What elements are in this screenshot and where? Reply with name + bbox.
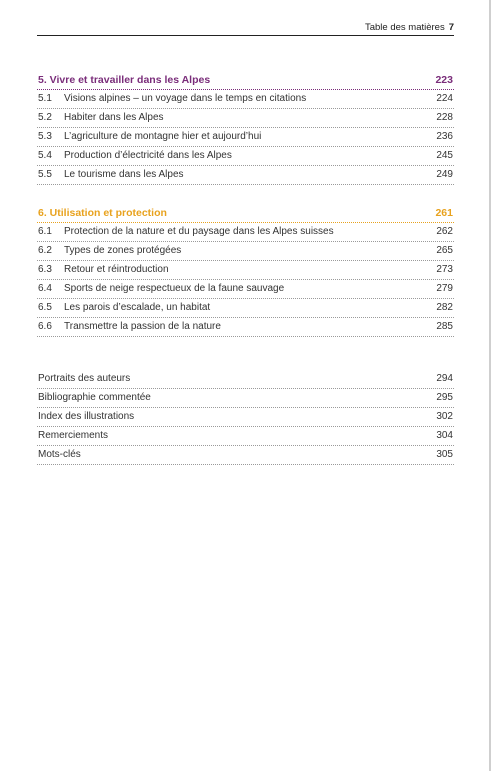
entry-title: Sports de neige respectueux de la faune sauvage <box>64 283 285 294</box>
appendix-title: Mots-clés <box>38 449 81 460</box>
entry-page: 228 <box>436 112 453 123</box>
entry-number: 5.3 <box>38 131 52 142</box>
entry-number: 6.2 <box>38 245 52 256</box>
table-of-contents <box>37 72 454 465</box>
section-title: 6. Utilisation et protection <box>38 207 167 219</box>
toc-entry[interactable] <box>37 223 454 242</box>
toc-entry[interactable] <box>37 147 454 166</box>
appendix-title: Bibliographie commentée <box>38 392 151 403</box>
appendix-title: Index des illustrations <box>38 411 135 422</box>
entry-page: 265 <box>436 245 453 256</box>
appendix-entry[interactable] <box>37 446 454 465</box>
section-title: 5. Vivre et travailler dans les Alpes <box>38 74 211 86</box>
entry-number: 6.1 <box>38 226 52 237</box>
appendix-page: 302 <box>436 411 453 422</box>
entry-number: 6.5 <box>38 302 52 313</box>
section-heading[interactable] <box>37 72 454 90</box>
entry-number: 5.5 <box>38 169 52 180</box>
entry-title: L’agriculture de montagne hier et aujourd’hui <box>64 131 262 142</box>
entry-label <box>38 318 221 336</box>
entry-number: 5.2 <box>38 112 52 123</box>
entry-title: Transmettre la passion de la nature <box>64 321 221 332</box>
appendix-entry[interactable] <box>37 408 454 427</box>
entry-page: 262 <box>436 226 453 237</box>
entry-number: 6.4 <box>38 283 52 294</box>
section-page: 261 <box>435 207 453 219</box>
header-page-number: 7 <box>448 22 454 33</box>
appendix-entry[interactable] <box>37 370 454 389</box>
toc-entry[interactable] <box>37 261 454 280</box>
toc-entry[interactable] <box>37 299 454 318</box>
toc-entry[interactable] <box>37 90 454 109</box>
entry-title: Le tourisme dans les Alpes <box>64 169 184 180</box>
entry-page: 279 <box>436 283 453 294</box>
entry-label <box>38 299 210 317</box>
entry-label <box>38 242 181 260</box>
entry-title: Habiter dans les Alpes <box>64 112 164 123</box>
appendix-page: 305 <box>436 449 453 460</box>
entry-page: 282 <box>436 302 453 313</box>
toc-entry[interactable] <box>37 242 454 261</box>
spacer <box>37 337 454 370</box>
running-header <box>37 22 454 36</box>
entry-label <box>38 280 284 298</box>
appendix-entry[interactable] <box>37 389 454 408</box>
entry-page: 273 <box>436 264 453 275</box>
entry-title: Types de zones protégées <box>64 245 182 256</box>
header-title: Table des matières <box>364 22 445 33</box>
entry-number: 5.4 <box>38 150 52 161</box>
appendix-title: Remerciements <box>38 430 109 441</box>
toc-entry[interactable] <box>37 109 454 128</box>
toc-entry[interactable] <box>37 318 454 337</box>
entry-page: 249 <box>436 169 453 180</box>
appendix-page: 295 <box>436 392 453 403</box>
entry-number: 5.1 <box>38 93 52 104</box>
entry-label <box>38 166 184 184</box>
entry-label <box>38 261 169 279</box>
entry-title: Retour et réintroduction <box>64 264 169 275</box>
entry-page: 224 <box>436 93 453 104</box>
entry-title: Production d’électricité dans les Alpes <box>64 150 232 161</box>
entry-label <box>38 109 164 127</box>
appendix-entry[interactable] <box>37 427 454 446</box>
entry-title: Visions alpines – un voyage dans le temps en citations <box>64 93 307 104</box>
toc-entry[interactable] <box>37 128 454 147</box>
toc-entry[interactable] <box>37 166 454 185</box>
entry-page: 285 <box>436 321 453 332</box>
entry-label <box>38 147 232 165</box>
appendix-page: 304 <box>436 430 453 441</box>
toc-entry[interactable] <box>37 280 454 299</box>
appendix-title: Portraits des auteurs <box>38 373 131 384</box>
entry-number: 6.6 <box>38 321 52 332</box>
entry-label <box>38 223 334 241</box>
entry-number: 6.3 <box>38 264 52 275</box>
entry-page: 245 <box>436 150 453 161</box>
section-page: 223 <box>435 74 453 86</box>
entry-label <box>38 128 261 146</box>
entry-label <box>38 90 306 108</box>
entry-title: Protection de la nature et du paysage dans les Alpes suisses <box>64 226 334 237</box>
appendix-page: 294 <box>436 373 453 384</box>
spacer <box>37 185 454 205</box>
entry-page: 236 <box>436 131 453 142</box>
entry-title: Les parois d’escalade, un habitat <box>64 302 211 313</box>
section-heading[interactable] <box>37 205 454 223</box>
